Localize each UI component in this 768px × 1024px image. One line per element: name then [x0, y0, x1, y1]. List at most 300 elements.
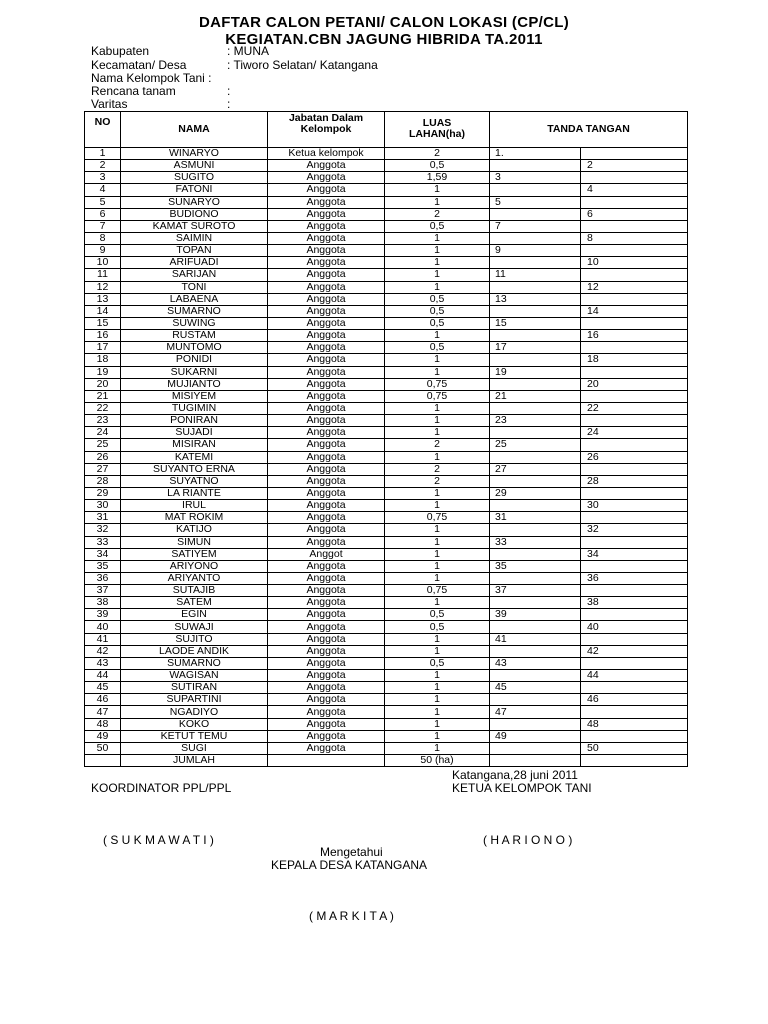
- row-luas: 1: [385, 269, 490, 281]
- row-no: 17: [85, 342, 121, 354]
- row-nama: WAGISAN: [121, 670, 268, 682]
- row-no: 15: [85, 317, 121, 329]
- row-nama: MAT ROKIM: [121, 512, 268, 524]
- row-tanda-tangan-2: 6: [581, 208, 688, 220]
- ketua-name: ( H A R I O N O ): [483, 833, 573, 847]
- row-tanda-tangan-1: 19: [490, 366, 581, 378]
- row-jabatan: Anggota: [268, 378, 385, 390]
- row-jabatan: Anggota: [268, 524, 385, 536]
- row-luas: 1: [385, 330, 490, 342]
- row-tanda-tangan-2: [581, 487, 688, 499]
- table-row: [85, 694, 688, 706]
- row-luas: 0,5: [385, 160, 490, 172]
- row-tanda-tangan-2: 10: [581, 257, 688, 269]
- row-tanda-tangan-2: [581, 463, 688, 475]
- table-row: [85, 585, 688, 597]
- row-jabatan: Anggota: [268, 670, 385, 682]
- row-tanda-tangan-2: [581, 439, 688, 451]
- table-row: [85, 500, 688, 512]
- row-tanda-tangan-2: [581, 536, 688, 548]
- row-tanda-tangan-2: [581, 220, 688, 232]
- row-jabatan: Anggota: [268, 172, 385, 184]
- row-tanda-tangan-2: 30: [581, 500, 688, 512]
- jumlah-label: JUMLAH: [121, 755, 268, 767]
- row-tanda-tangan-2: 26: [581, 451, 688, 463]
- header-tanda-tangan: TANDA TANGAN: [490, 112, 688, 148]
- row-nama: TONI: [121, 281, 268, 293]
- row-tanda-tangan-2: 50: [581, 742, 688, 754]
- row-nama: RUSTAM: [121, 330, 268, 342]
- row-tanda-tangan-1: [490, 281, 581, 293]
- row-tanda-tangan-1: 27: [490, 463, 581, 475]
- row-no: 48: [85, 718, 121, 730]
- table-header-row: [85, 112, 688, 148]
- row-luas: 0,75: [385, 390, 490, 402]
- table-row: [85, 597, 688, 609]
- row-luas: 2: [385, 463, 490, 475]
- table-row: [85, 621, 688, 633]
- row-luas: 1: [385, 633, 490, 645]
- row-no: 49: [85, 730, 121, 742]
- row-tanda-tangan-1: [490, 742, 581, 754]
- row-tanda-tangan-1: [490, 257, 581, 269]
- row-tanda-tangan-1: [490, 354, 581, 366]
- row-luas: 2: [385, 475, 490, 487]
- row-luas: 0,5: [385, 317, 490, 329]
- row-jabatan: Anggota: [268, 427, 385, 439]
- row-tanda-tangan-2: 28: [581, 475, 688, 487]
- row-tanda-tangan-1: 17: [490, 342, 581, 354]
- row-tanda-tangan-2: 32: [581, 524, 688, 536]
- row-nama: WINARYO: [121, 148, 268, 160]
- row-no: 26: [85, 451, 121, 463]
- row-jabatan: Anggota: [268, 585, 385, 597]
- row-tanda-tangan-1: [490, 475, 581, 487]
- row-no: 13: [85, 293, 121, 305]
- header-luas-line2: LAHAN(ha): [409, 128, 465, 140]
- row-tanda-tangan-2: [581, 245, 688, 257]
- header-jabatan-line2: Kelompok: [300, 123, 352, 135]
- row-jabatan: Anggota: [268, 742, 385, 754]
- row-no: 4: [85, 184, 121, 196]
- table-row: [85, 281, 688, 293]
- row-tanda-tangan-2: 16: [581, 330, 688, 342]
- header-luas-line1: LUAS: [422, 117, 452, 129]
- row-no: 32: [85, 524, 121, 536]
- row-tanda-tangan-2: [581, 609, 688, 621]
- row-tanda-tangan-2: 2: [581, 160, 688, 172]
- row-no: 39: [85, 609, 121, 621]
- row-nama: TUGIMIN: [121, 402, 268, 414]
- row-tanda-tangan-1: 23: [490, 415, 581, 427]
- row-no: 3: [85, 172, 121, 184]
- row-jabatan: Anggota: [268, 682, 385, 694]
- row-no: 11: [85, 269, 121, 281]
- row-luas: 1: [385, 245, 490, 257]
- row-tanda-tangan-2: 20: [581, 378, 688, 390]
- row-tanda-tangan-1: [490, 718, 581, 730]
- row-no: 18: [85, 354, 121, 366]
- row-no: 27: [85, 463, 121, 475]
- row-luas: 1: [385, 415, 490, 427]
- header-jabatan-line1: Jabatan Dalam: [288, 112, 364, 124]
- row-nama: KATIJO: [121, 524, 268, 536]
- header-no: NO: [85, 112, 121, 148]
- row-nama: MISIYEM: [121, 390, 268, 402]
- row-tanda-tangan-1: [490, 694, 581, 706]
- row-tanda-tangan-1: [490, 524, 581, 536]
- kepala-desa-name: ( M A R K I T A ): [309, 909, 394, 923]
- row-luas: 0,5: [385, 621, 490, 633]
- row-no: 50: [85, 742, 121, 754]
- table-row: [85, 475, 688, 487]
- table-row: [85, 548, 688, 560]
- row-nama: SUYANTO ERNA: [121, 463, 268, 475]
- table-row: [85, 633, 688, 645]
- table-row: [85, 657, 688, 669]
- info-label: Nama Kelompok Tani :: [91, 71, 212, 85]
- row-tanda-tangan-1: [490, 597, 581, 609]
- row-tanda-tangan-2: [581, 682, 688, 694]
- row-tanda-tangan-1: 21: [490, 390, 581, 402]
- row-no: 40: [85, 621, 121, 633]
- table-row: [85, 427, 688, 439]
- row-luas: 0,5: [385, 293, 490, 305]
- row-luas: 0,5: [385, 342, 490, 354]
- row-nama: SUTAJIB: [121, 585, 268, 597]
- row-luas: 1: [385, 572, 490, 584]
- row-tanda-tangan-1: [490, 645, 581, 657]
- farmer-table: [84, 111, 688, 767]
- row-no: 36: [85, 572, 121, 584]
- row-tanda-tangan-1: 1.: [490, 148, 581, 160]
- row-nama: SUJADI: [121, 427, 268, 439]
- table-row: [85, 317, 688, 329]
- table-row: [85, 415, 688, 427]
- row-tanda-tangan-1: 43: [490, 657, 581, 669]
- row-tanda-tangan-2: [581, 512, 688, 524]
- table-row: [85, 269, 688, 281]
- row-jabatan: Anggota: [268, 500, 385, 512]
- row-luas: 0,75: [385, 378, 490, 390]
- table-row: [85, 184, 688, 196]
- row-luas: 2: [385, 148, 490, 160]
- row-jabatan: Anggot: [268, 548, 385, 560]
- table-row: [85, 232, 688, 244]
- row-tanda-tangan-2: [581, 633, 688, 645]
- row-tanda-tangan-1: [490, 208, 581, 220]
- row-tanda-tangan-2: [581, 560, 688, 572]
- table-row: [85, 342, 688, 354]
- info-value: :: [227, 97, 231, 111]
- row-jabatan: Anggota: [268, 196, 385, 208]
- row-jabatan: Anggota: [268, 487, 385, 499]
- row-no: 30: [85, 500, 121, 512]
- row-jabatan: Anggota: [268, 718, 385, 730]
- row-nama: IRUL: [121, 500, 268, 512]
- table-row: [85, 730, 688, 742]
- info-label: Varitas: [91, 97, 128, 111]
- row-no: 19: [85, 366, 121, 378]
- row-jabatan: Anggota: [268, 657, 385, 669]
- row-tanda-tangan-2: 46: [581, 694, 688, 706]
- koordinator-title: KOORDINATOR PPL/PPL: [91, 781, 232, 795]
- row-nama: SUWAJI: [121, 621, 268, 633]
- table-row: [85, 512, 688, 524]
- row-jabatan: Anggota: [268, 245, 385, 257]
- row-no: 12: [85, 281, 121, 293]
- row-no: 24: [85, 427, 121, 439]
- row-jabatan: Anggota: [268, 232, 385, 244]
- row-tanda-tangan-1: [490, 160, 581, 172]
- row-tanda-tangan-1: 31: [490, 512, 581, 524]
- row-jabatan: Anggota: [268, 342, 385, 354]
- row-no: 41: [85, 633, 121, 645]
- row-luas: 1: [385, 402, 490, 414]
- row-no: 6: [85, 208, 121, 220]
- table-row: [85, 148, 688, 160]
- row-nama: SATIYEM: [121, 548, 268, 560]
- row-jabatan: Anggota: [268, 609, 385, 621]
- row-jabatan: Anggota: [268, 305, 385, 317]
- table-row: [85, 402, 688, 414]
- row-luas: 1: [385, 451, 490, 463]
- row-no: 45: [85, 682, 121, 694]
- row-tanda-tangan-1: [490, 548, 581, 560]
- row-nama: KETUT TEMU: [121, 730, 268, 742]
- row-jabatan: Anggota: [268, 463, 385, 475]
- row-tanda-tangan-1: [490, 232, 581, 244]
- row-jabatan: Anggota: [268, 390, 385, 402]
- row-luas: 0,5: [385, 305, 490, 317]
- jumlah-blank: [490, 755, 581, 767]
- row-nama: PONIRAN: [121, 415, 268, 427]
- row-luas: 1: [385, 257, 490, 269]
- row-tanda-tangan-2: 48: [581, 718, 688, 730]
- row-jabatan: Anggota: [268, 633, 385, 645]
- row-tanda-tangan-2: 36: [581, 572, 688, 584]
- row-luas: 0,5: [385, 657, 490, 669]
- row-jabatan: Anggota: [268, 451, 385, 463]
- row-jabatan: Anggota: [268, 366, 385, 378]
- row-tanda-tangan-2: [581, 585, 688, 597]
- row-nama: SUMARNO: [121, 305, 268, 317]
- row-luas: 1: [385, 524, 490, 536]
- table-row: [85, 366, 688, 378]
- row-nama: TOPAN: [121, 245, 268, 257]
- jumlah-blank: [268, 755, 385, 767]
- row-tanda-tangan-1: 35: [490, 560, 581, 572]
- row-tanda-tangan-1: [490, 621, 581, 633]
- row-no: 35: [85, 560, 121, 572]
- table-row: [85, 293, 688, 305]
- row-nama: EGIN: [121, 609, 268, 621]
- row-no: 28: [85, 475, 121, 487]
- row-tanda-tangan-2: 34: [581, 548, 688, 560]
- row-tanda-tangan-2: [581, 148, 688, 160]
- row-jabatan: Anggota: [268, 475, 385, 487]
- row-nama: ARIYONO: [121, 560, 268, 572]
- row-no: 31: [85, 512, 121, 524]
- row-jabatan: Anggota: [268, 257, 385, 269]
- row-jabatan: Anggota: [268, 536, 385, 548]
- row-no: 2: [85, 160, 121, 172]
- row-nama: SUGITO: [121, 172, 268, 184]
- row-tanda-tangan-1: 7: [490, 220, 581, 232]
- table-row: [85, 245, 688, 257]
- table-row: [85, 572, 688, 584]
- info-label: Rencana tanam: [91, 84, 176, 98]
- row-tanda-tangan-1: [490, 402, 581, 414]
- row-no: 33: [85, 536, 121, 548]
- row-tanda-tangan-2: [581, 293, 688, 305]
- table-row: [85, 354, 688, 366]
- row-nama: SATEM: [121, 597, 268, 609]
- row-tanda-tangan-2: 40: [581, 621, 688, 633]
- table-row: [85, 196, 688, 208]
- row-jabatan: Anggota: [268, 269, 385, 281]
- row-nama: BUDIONO: [121, 208, 268, 220]
- row-nama: SUWING: [121, 317, 268, 329]
- row-jabatan: Anggota: [268, 560, 385, 572]
- row-nama: PONIDI: [121, 354, 268, 366]
- row-tanda-tangan-2: 38: [581, 597, 688, 609]
- row-nama: ARIYANTO: [121, 572, 268, 584]
- row-tanda-tangan-1: 3: [490, 172, 581, 184]
- row-tanda-tangan-2: [581, 415, 688, 427]
- row-luas: 1: [385, 718, 490, 730]
- row-no: 20: [85, 378, 121, 390]
- row-tanda-tangan-2: 12: [581, 281, 688, 293]
- row-nama: SUYATNO: [121, 475, 268, 487]
- table-row: [85, 390, 688, 402]
- row-tanda-tangan-1: [490, 451, 581, 463]
- row-nama: NGADIYO: [121, 706, 268, 718]
- row-nama: SUNARYO: [121, 196, 268, 208]
- row-jabatan: Anggota: [268, 208, 385, 220]
- row-nama: SIMUN: [121, 536, 268, 548]
- row-tanda-tangan-2: 22: [581, 402, 688, 414]
- table-row: [85, 560, 688, 572]
- row-nama: MISIRAN: [121, 439, 268, 451]
- row-nama: LAODE ANDIK: [121, 645, 268, 657]
- row-tanda-tangan-1: [490, 670, 581, 682]
- row-no: 1: [85, 148, 121, 160]
- row-no: 37: [85, 585, 121, 597]
- row-tanda-tangan-2: 18: [581, 354, 688, 366]
- row-nama: LA RIANTE: [121, 487, 268, 499]
- row-no: 47: [85, 706, 121, 718]
- row-tanda-tangan-1: 9: [490, 245, 581, 257]
- table-row: [85, 670, 688, 682]
- row-nama: FATONI: [121, 184, 268, 196]
- row-tanda-tangan-2: [581, 730, 688, 742]
- row-no: 5: [85, 196, 121, 208]
- row-tanda-tangan-1: 41: [490, 633, 581, 645]
- row-luas: 1: [385, 597, 490, 609]
- row-no: 42: [85, 645, 121, 657]
- row-luas: 0,5: [385, 220, 490, 232]
- row-luas: 1: [385, 487, 490, 499]
- row-tanda-tangan-2: [581, 366, 688, 378]
- row-nama: SUJITO: [121, 633, 268, 645]
- info-value: :: [227, 84, 231, 98]
- table-row: [85, 439, 688, 451]
- row-jabatan: Anggota: [268, 645, 385, 657]
- row-nama: SARIJAN: [121, 269, 268, 281]
- table-row: [85, 609, 688, 621]
- table-row: [85, 220, 688, 232]
- row-tanda-tangan-1: [490, 184, 581, 196]
- row-jabatan: Ketua kelompok: [268, 148, 385, 160]
- table-row: [85, 718, 688, 730]
- row-jabatan: Anggota: [268, 220, 385, 232]
- row-luas: 1: [385, 742, 490, 754]
- row-jabatan: Anggota: [268, 597, 385, 609]
- row-tanda-tangan-2: 42: [581, 645, 688, 657]
- row-luas: 1: [385, 670, 490, 682]
- row-jabatan: Anggota: [268, 572, 385, 584]
- row-nama: KAMAT SUROTO: [121, 220, 268, 232]
- row-tanda-tangan-2: [581, 196, 688, 208]
- row-tanda-tangan-1: [490, 427, 581, 439]
- row-jabatan: Anggota: [268, 354, 385, 366]
- row-luas: 1: [385, 427, 490, 439]
- row-no: 16: [85, 330, 121, 342]
- ketua-title: KETUA KELOMPOK TANI: [452, 781, 592, 795]
- document-title-line2: KEGIATAN.CBN JAGUNG HIBRIDA TA.2011: [225, 31, 543, 48]
- row-nama: MUJIANTO: [121, 378, 268, 390]
- row-jabatan: Anggota: [268, 402, 385, 414]
- row-luas: 1: [385, 536, 490, 548]
- row-no: 9: [85, 245, 121, 257]
- row-tanda-tangan-2: [581, 269, 688, 281]
- row-luas: 1: [385, 281, 490, 293]
- mengetahui-label: Mengetahui: [320, 845, 383, 859]
- table-row: [85, 378, 688, 390]
- row-no: 25: [85, 439, 121, 451]
- header-nama: NAMA: [121, 112, 268, 148]
- row-no: 34: [85, 548, 121, 560]
- row-tanda-tangan-1: 39: [490, 609, 581, 621]
- row-no: 43: [85, 657, 121, 669]
- kepala-desa-title: KEPALA DESA KATANGANA: [271, 858, 428, 872]
- row-nama: SUTIRAN: [121, 682, 268, 694]
- row-luas: 0,5: [385, 609, 490, 621]
- row-no: 46: [85, 694, 121, 706]
- row-luas: 2: [385, 439, 490, 451]
- place-date: Katangana,28 juni 2011: [452, 768, 578, 782]
- row-jabatan: Anggota: [268, 317, 385, 329]
- row-tanda-tangan-1: 15: [490, 317, 581, 329]
- table-row: [85, 172, 688, 184]
- row-jabatan: Anggota: [268, 694, 385, 706]
- row-nama: KATEMI: [121, 451, 268, 463]
- koordinator-name: ( S U K M A W A T I ): [103, 833, 214, 847]
- row-jabatan: Anggota: [268, 512, 385, 524]
- row-jabatan: Anggota: [268, 281, 385, 293]
- row-tanda-tangan-2: 14: [581, 305, 688, 317]
- row-tanda-tangan-2: [581, 317, 688, 329]
- row-no: 38: [85, 597, 121, 609]
- table-row: [85, 682, 688, 694]
- table-row: [85, 524, 688, 536]
- row-nama: KOKO: [121, 718, 268, 730]
- table-row: [85, 487, 688, 499]
- table-row: [85, 257, 688, 269]
- row-jabatan: Anggota: [268, 730, 385, 742]
- row-tanda-tangan-1: [490, 500, 581, 512]
